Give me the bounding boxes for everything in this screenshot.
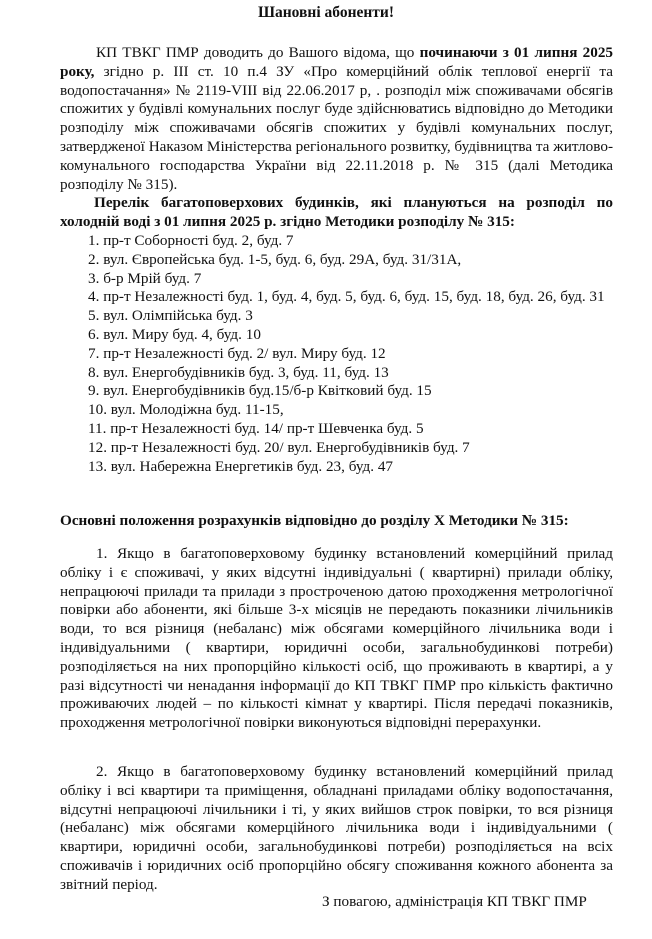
buildings-list: [60, 232, 616, 476]
signature-line: З повагою, адміністрація КП ТВКГ ПМР: [322, 893, 587, 910]
calculation-point-1: 1. Якщо в багатоповерховому будинку встановлений комерційний прилад обліку і є споживачі, у яких відсутні індивідуальні ( квартирні) прилади обліку, непрацюючі прилади та прилади з простроченою датою проходження метрологічної повірки або абоненти, які більше 3-х місяців не передають показники лічильників води, то вся різниця (небаланс) між обсягами комерційного лічильника води і індивідуальними ( квартири, юридичні особи, загальнобудинкові потреби) розподіляється на них пропорційно кількості осіб, що проживають в квартирі, а у разі відсутності чи ненадання інформації до КП ТВКГ ПМР про кількість фактично проживаючих людей – по кількості кімнат у квартирі. Після передачі показників, проходження метрологічної повірки виконуються відповідні перерахунки.: [60, 545, 613, 732]
list-item: 11. пр-т Незалежності буд. 14/ пр-т Шевченка буд. 5: [88, 419, 424, 437]
buildings-list-heading: Перелік багатоповерхових будинків, які плануються на розподіл по холодній воді з 01 липня 2025 р. згідно Методики розподілу № 315:: [60, 194, 613, 230]
list-item: 9. вул. Енергобудівників буд.15/б-р Квітковий буд. 15: [88, 382, 432, 400]
calculation-section-heading: Основні положення розрахунків відповідно до розділу Х Методики № 315:: [60, 512, 569, 529]
intro-text-rest: згідно р. ІІІ ст. 10 п.4 ЗУ «Про комерційний облік теплової енергії та водопостачання» № 2119-VIII від 22.06.2017 р, . розподіл між споживачами обсягів спожитих у будівлі комунальних послуг буде здійснюватись відповідно до Методики розподілу між споживачами обсягів спожитих у будівлі комунальних послуг, затвердженої Наказом Міністерства регіонального розвитку, будівництва та житлово-комунального господарства України від 22.11.2018 р. № 315 (далі Методика розподілу № 315).: [60, 62, 613, 193]
calculation-point-2: 2. Якщо в багатоповерховому будинку встановлений комерційний прилад обліку і всі квартири та приміщення, обладнані приладами обліку водопостачання, відсутні непрацюючі лічильники і ті, у яких вийшов строк повірки, то вся різниця (небаланс) між обсягами комерційного лічильника води і індивідуальними ( квартири, юридичні особи, загальнобудинкові потреби) розподіляється на всіх споживачів і юридичних осіб пропорційно обсягу споживання кожного абонента за звітний період.: [60, 763, 613, 893]
intro-paragraph: [60, 44, 613, 194]
list-item: 3. б-р Мрій буд. 7: [88, 269, 202, 287]
list-item: 12. пр-т Незалежності буд. 20/ вул. Енергобудівників буд. 7: [88, 438, 470, 456]
intro-date-emphasis: починаючи з 01 липня 2025 року,: [60, 44, 614, 80]
list-item: 8. вул. Енергобудівників буд. 3, буд. 11, буд. 13: [88, 363, 389, 381]
list-item: 6. вул. Миру буд. 4, буд. 10: [88, 325, 261, 343]
intro-text-start: КП ТВКГ ПМР доводить до Вашого відома, що: [96, 44, 420, 61]
list-item: 1. пр-т Соборності буд. 2, буд. 7: [88, 232, 294, 249]
list-item: 13. вул. Набережна Енергетиків буд. 23, буд. 47: [88, 457, 394, 475]
list-item: 7. пр-т Незалежності буд. 2/ вул. Миру буд. 12: [88, 344, 386, 362]
list-item: 5. вул. Олімпійська буд. 3: [88, 307, 253, 325]
list-item: 4. пр-т Незалежності буд. 1, буд. 4, буд. 5, буд. 6, буд. 15, буд. 18, буд. 26, буд. 31: [88, 288, 605, 306]
list-item: 10. вул. Молодіжна буд. 11-15,: [88, 401, 284, 419]
list-item: 2. вул. Європейська буд. 1-5, буд. 6, буд. 29А, буд. 31/31А,: [88, 250, 462, 268]
notice-title: Шановні абоненти!: [257, 4, 395, 21]
